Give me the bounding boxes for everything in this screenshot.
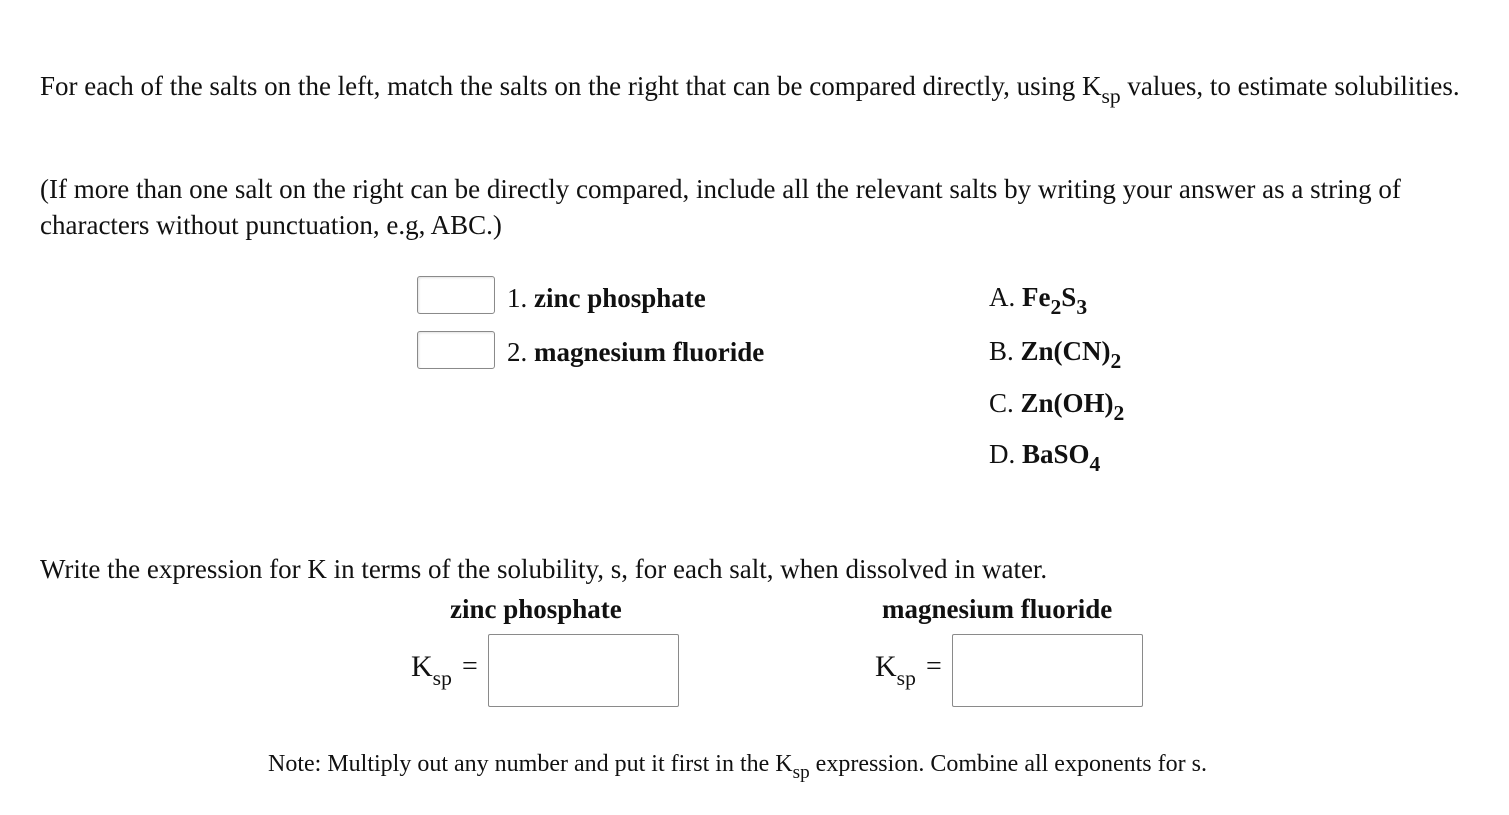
right-salt-b	[989, 329, 1121, 373]
option-letter: B.	[989, 336, 1014, 366]
match-input-1[interactable]	[417, 276, 495, 314]
ksp-label-magnesium: $K_{sp}$	[875, 650, 916, 690]
match-input-2[interactable]	[417, 331, 495, 369]
ksp-input-magnesium-fluoride[interactable]	[952, 634, 1143, 707]
intro-text-tail: values, to estimate solubilities.	[1120, 71, 1460, 101]
formula: $Fe_2S_3$	[1022, 282, 1088, 319]
equals-sign: =	[462, 651, 478, 682]
left-salt-1	[507, 276, 706, 320]
formula: $Zn(OH)_2$	[1020, 388, 1125, 425]
intro-instruction	[40, 65, 1480, 107]
equals-sign: =	[926, 651, 942, 682]
option-letter: C.	[989, 388, 1014, 418]
right-salt-a	[989, 275, 1087, 319]
formula: BaSO$_4$	[1022, 439, 1101, 476]
salt-name: magnesium fluoride	[534, 337, 765, 367]
ksp-subscript: sp	[1101, 83, 1121, 108]
column-heading-zinc-phosphate: zinc phosphate	[450, 594, 622, 624]
salt-number: 1.	[507, 283, 528, 313]
left-salt-2	[507, 330, 764, 374]
right-salt-d	[989, 432, 1100, 476]
salt-number: 2.	[507, 337, 528, 367]
option-letter: D.	[989, 439, 1016, 469]
formula: $Zn(CN)_2$	[1020, 336, 1122, 373]
ksp-expression-prompt: Write the expression for K in terms of the solubility, s, for each salt, when dissolved in water.	[40, 554, 1048, 584]
right-salt-c	[989, 381, 1124, 425]
intro-text: For each of the salts on the left, match the salts on the right that can be compared directly, using K	[40, 71, 1102, 101]
ksp-input-zinc-phosphate[interactable]	[488, 634, 679, 707]
note-text: Note: Multiply out any number and put it first in the $K_{sp}$ expression. Combine all exponents for s.	[268, 751, 1207, 783]
column-heading-magnesium-fluoride: magnesium fluoride	[882, 594, 1113, 624]
salt-name: zinc phosphate	[534, 283, 706, 313]
answer-format-hint: (If more than one salt on the right can be directly compared, include all the relevant salts by writing your answer as a string of characters without punctuation, e.g, ABC.)	[40, 174, 1401, 240]
ksp-label-zinc: $K_{sp}$	[411, 650, 452, 690]
option-letter: A.	[989, 282, 1016, 312]
